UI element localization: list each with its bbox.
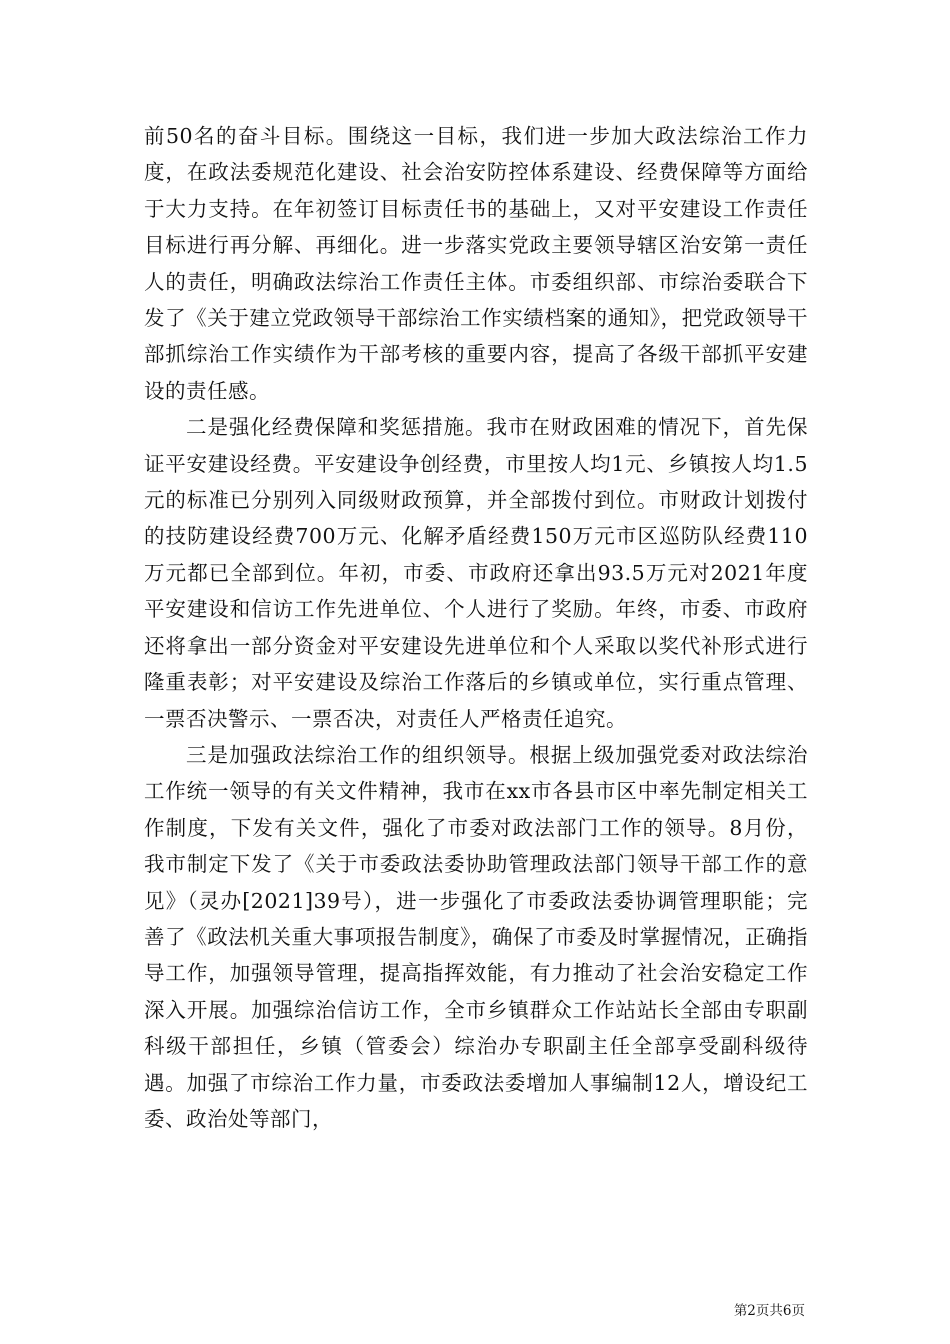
page-number: 第2页共6页 [733, 1303, 805, 1319]
paragraph-2: 二是强化经费保障和奖惩措施。我市在财政困难的情况下，首先保证平安建设经费。平安建设争创经费，市里按人均1元、乡镇按人均1.5元的标准已分别列入同级财政预算，并全部拨付到位。市财政计划拨付的技防建设经费700万元、化解矛盾经费150万元市区巡防队经费110万元都已全部到位。年初，市委、市政府还拿出93.5万元对2021年度平安建设和信访工作先进单位、个人进行了奖励。年终，市委、市政府还将拿出一部分资金对平安建设先进单位和个人采取以奖代补形式进行隆重表彰；对平安建设及综治工作落后的乡镇或单位，实行重点管理、一票否决警示、一票否决，对责任人严格责任追究。 [144, 415, 808, 731]
document-body [144, 118, 808, 1137]
paragraph-1: 前50名的奋斗目标。围绕这一目标，我们进一步加大政法综治工作力度，在政法委规范化建设、社会治安防控体系建设、经费保障等方面给于大力支持。在年初签订目标责任书的基础上，又对平安建设工作责任目标进行再分解、再细化。进一步落实党政主要领导辖区治安第一责任人的责任，明确政法综治工作责任主体。市委组织部、市综治委联合下发了《关于建立党政领导干部综治工作实绩档案的通知》，把党政领导干部抓综治工作实绩作为干部考核的重要内容，提高了各级干部抓平安建设的责任感。 [144, 124, 808, 403]
paragraph-3: 三是加强政法综治工作的组织领导。根据上级加强党委对政法综治工作统一领导的有关文件精神，我市在xx市各县市区中率先制定相关工作制度，下发有关文件，强化了市委对政法部门工作的领导。8月份，我市制定下发了《关于市委政法委协助管理政法部门领导干部工作的意见》（灵办[2021]39号），进一步强化了市委政法委协调管理职能；完善了《政法机关重大事项报告制度》，确保了市委及时掌握情况，正确指导工作，加强领导管理，提高指挥效能，有力推动了社会治安稳定工作深入开展。加强综治信访工作，全市乡镇群众工作站站长全部由专职副科级干部担任，乡镇（管委会）综治办专职副主任全部享受副科级待遇。加强了市综治工作力量，市委政法委增加人事编制12人，增设纪工委、政治处等部门， [144, 742, 808, 1131]
